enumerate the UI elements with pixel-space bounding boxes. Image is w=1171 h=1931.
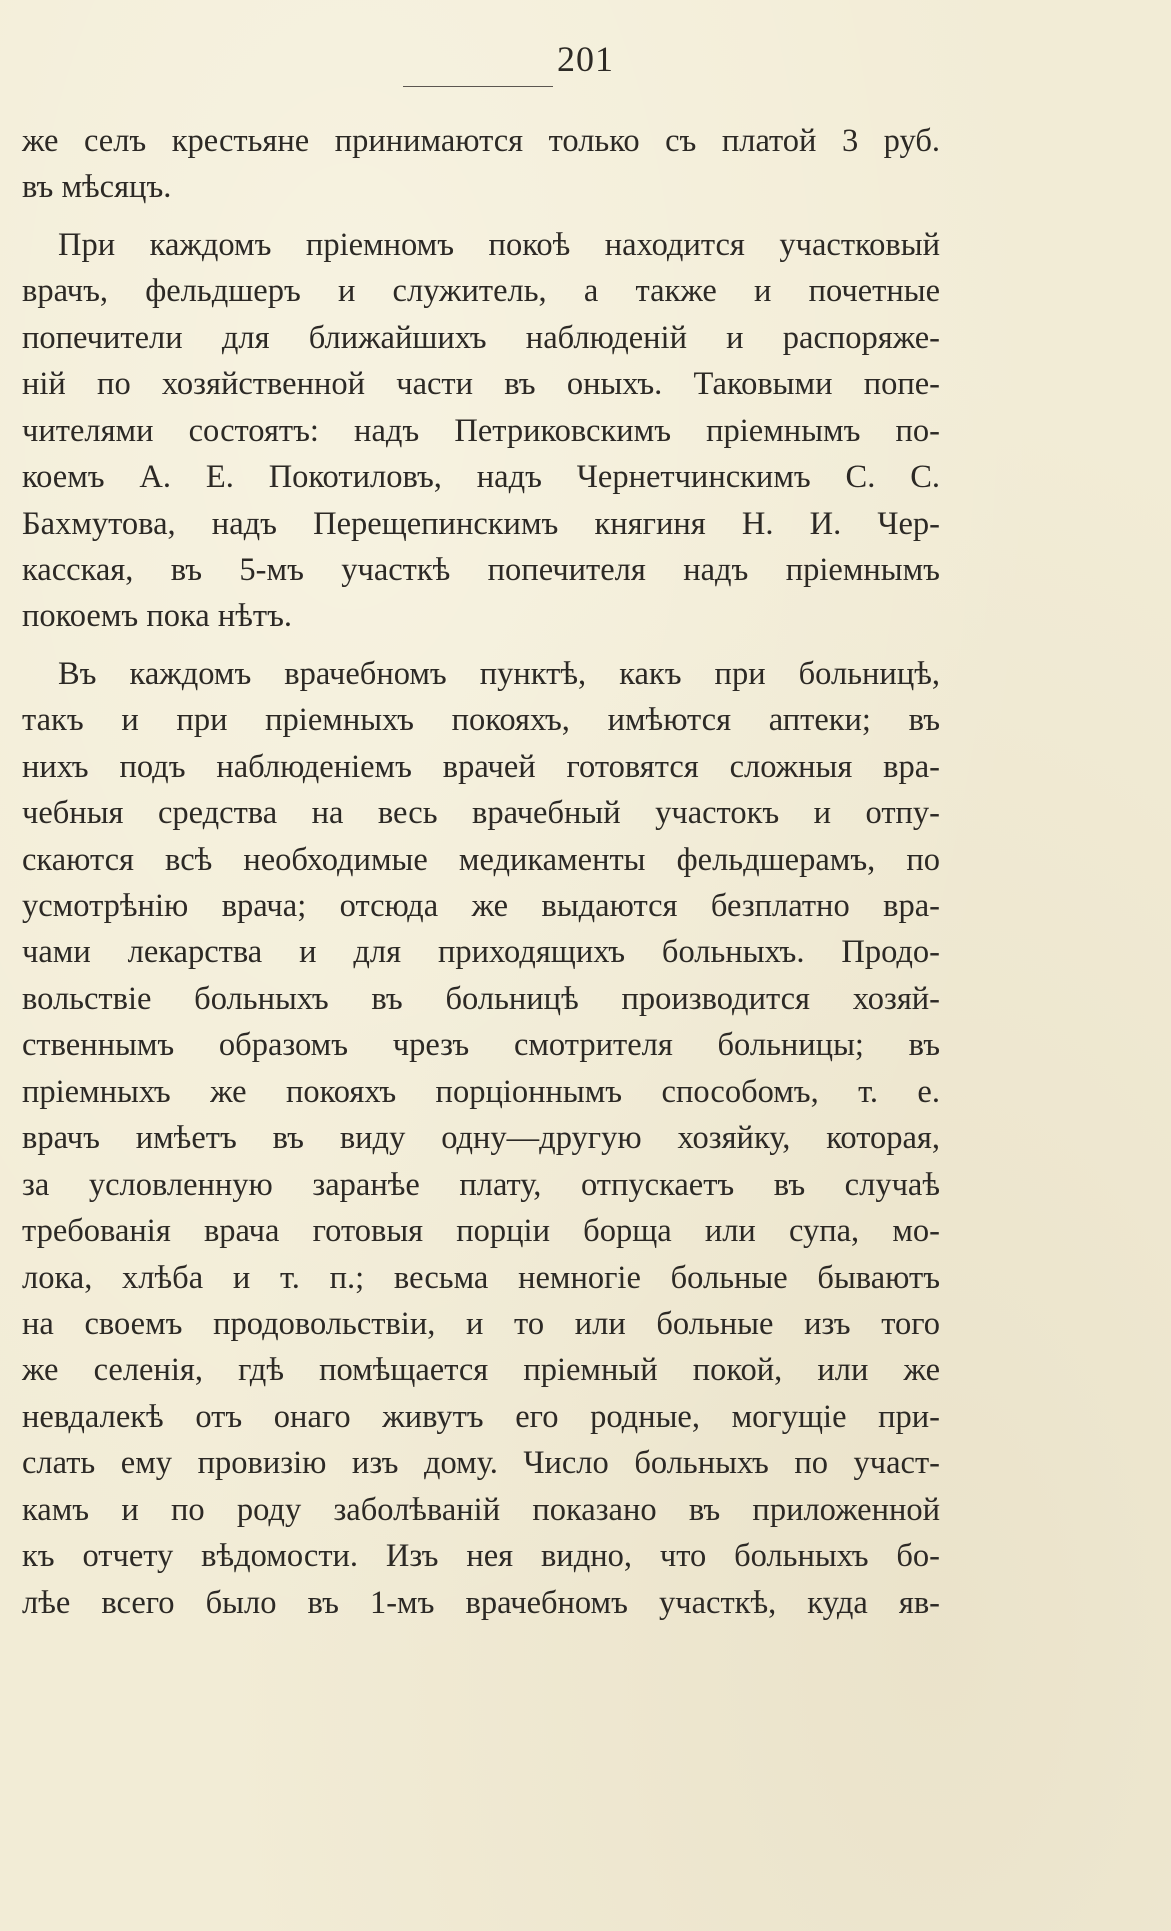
text-line: въ мѣсяцъ. bbox=[22, 169, 172, 206]
text-line: покоемъ пока нѣтъ. bbox=[22, 598, 293, 635]
text-line: лѣе всего было въ 1-мъ врачебномъ участкѣ, куда яв- bbox=[22, 1584, 940, 1621]
text-line: лока, хлѣба и т. п.; весьма немногіе больные бываютъ bbox=[22, 1259, 940, 1296]
text-line: попечители для ближайшихъ наблюденій и распоряже- bbox=[22, 319, 940, 356]
text-line: касская, въ 5-мъ участкѣ попечителя надъ пріемнымъ bbox=[22, 551, 940, 588]
text-line: коемъ А. Е. Покотиловъ, надъ Чернетчинскимъ С. С. bbox=[22, 459, 940, 496]
text-line: камъ и по роду заболѣваній показано въ приложенной bbox=[22, 1491, 940, 1528]
text-line: такъ и при пріемныхъ покояхъ, имѣются аптеки; въ bbox=[22, 702, 940, 739]
text-line: врачъ имѣетъ въ виду одну—другую хозяйку, которая, bbox=[22, 1120, 940, 1157]
text-line: слать ему провизію изъ дому. Число больныхъ по участ- bbox=[22, 1445, 940, 1482]
text-line: врачъ, фельдшеръ и служитель, а также и почетные bbox=[22, 273, 940, 310]
text-line: требованія врача готовыя порціи борща или супа, мо- bbox=[22, 1213, 940, 1250]
text-line: вольствіе больныхъ въ больницѣ производится хозяй- bbox=[22, 980, 940, 1017]
body-text bbox=[22, 118, 940, 1626]
text-line: нихъ подъ наблюденіемъ врачей готовятся сложныя вра- bbox=[22, 748, 940, 785]
text-line: пріемныхъ же покояхъ порціоннымъ способомъ, т. е. bbox=[22, 1073, 940, 1110]
text-line: При каждомъ пріемномъ покоѣ находится участковый bbox=[58, 226, 940, 263]
text-line: же селенія, гдѣ помѣщается пріемный покой, или же bbox=[22, 1352, 940, 1389]
page-number: 201 bbox=[557, 39, 614, 79]
paragraph bbox=[22, 651, 940, 1626]
text-line: усмотрѣнію врача; отсюда же выдаются безплатно вра- bbox=[22, 888, 940, 924]
text-line: Бахмутова, надъ Перещепинскимъ княгиня Н. И. Чер- bbox=[22, 505, 940, 542]
text-line: Въ каждомъ врачебномъ пунктѣ, какъ при больницѣ, bbox=[58, 655, 940, 692]
text-line: невдалекѣ отъ онаго живутъ его родные, могущіе при- bbox=[22, 1398, 940, 1435]
paragraph bbox=[22, 222, 940, 640]
text-line: чами лекарства и для приходящихъ больныхъ. Продо- bbox=[22, 934, 940, 971]
paragraph-gap bbox=[22, 211, 940, 222]
text-line: за условленную заранѣе плату, отпускаетъ въ случаѣ bbox=[22, 1166, 940, 1203]
text-line: же селъ крестьяне принимаются только съ платой 3 руб. bbox=[22, 123, 940, 159]
paragraph bbox=[22, 118, 940, 211]
text-line: ній по хозяйственной части въ оныхъ. Таковыми попе- bbox=[22, 366, 940, 403]
text-line: чителями состоятъ: надъ Петриковскимъ пріемнымъ по- bbox=[22, 412, 940, 449]
text-line: къ отчету вѣдомости. Изъ нея видно, что больныхъ бо- bbox=[22, 1538, 940, 1575]
header-rule bbox=[403, 86, 553, 87]
paragraph-gap bbox=[22, 640, 940, 651]
text-line: чебныя средства на весь врачебный участокъ и отпу- bbox=[22, 795, 940, 832]
text-line: на своемъ продовольствіи, и то или больные изъ того bbox=[22, 1305, 940, 1342]
text-line: ственнымъ образомъ чрезъ смотрителя больницы; въ bbox=[22, 1027, 940, 1064]
text-line: скаются всѣ необходимые медикаменты фельдшерамъ, по bbox=[22, 841, 940, 878]
